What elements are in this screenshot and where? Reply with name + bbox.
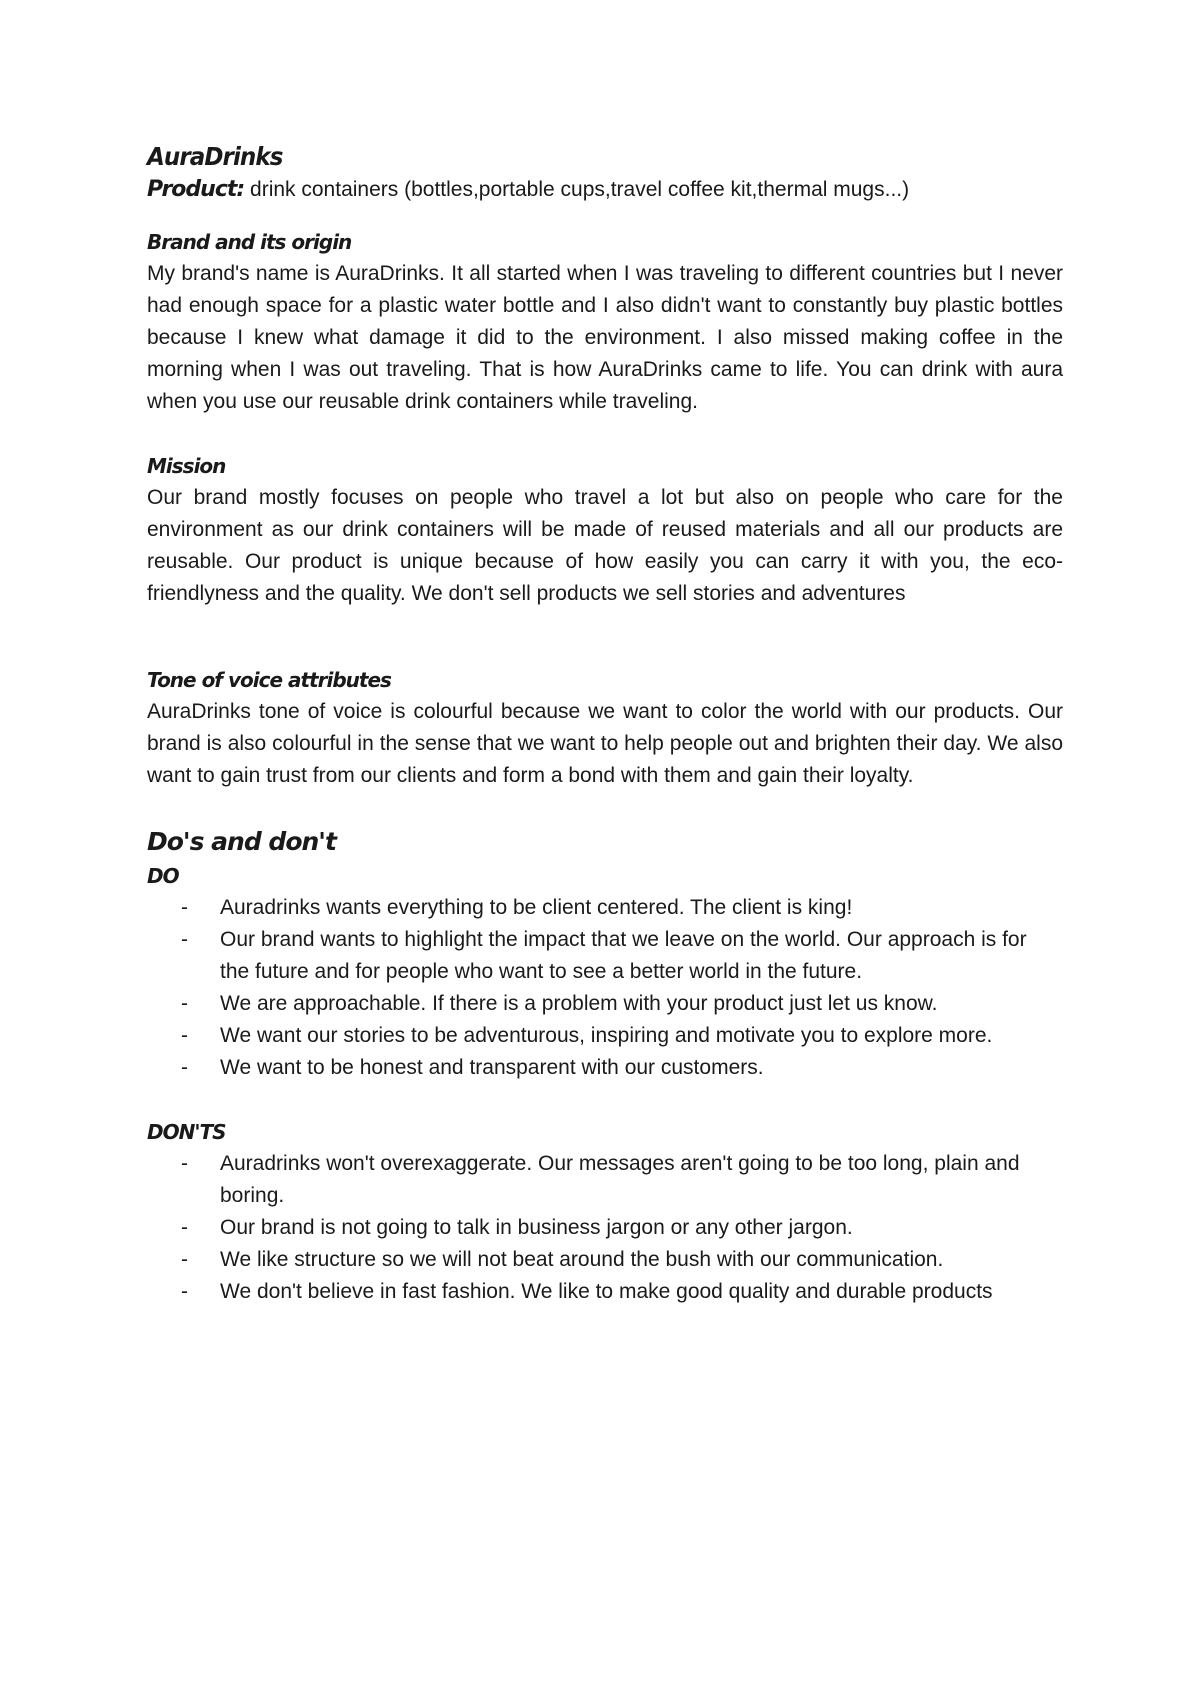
do-list-item: - Our brand wants to highlight the impact that we leave on the world. Our approach is for the future and for people who want to see a better world in the future. [220, 924, 1063, 988]
do-list-item: - Auradrinks wants everything to be client centered. The client is king! [220, 892, 1063, 924]
dont-list [147, 1148, 1063, 1308]
product-label: Product: [147, 177, 245, 202]
dont-heading: DON'TS [147, 1120, 226, 1144]
document-page [147, 140, 1063, 1308]
dash-bullet: - [181, 1152, 188, 1175]
do-list-item: - We are approachable. If there is a problem with your product just let us know. [220, 988, 1063, 1020]
dont-list-item: - We don't believe in fast fashion. We like to make good quality and durable products [220, 1276, 1063, 1308]
product-line [147, 174, 1063, 206]
do-heading: DO [147, 864, 179, 888]
dash-bullet: - [181, 896, 188, 919]
mission-heading: Mission [147, 454, 226, 478]
dash-bullet: - [181, 1216, 188, 1239]
do-list-item: - We want to be honest and transparent with our customers. [220, 1052, 1063, 1084]
dash-bullet: - [181, 1280, 188, 1303]
dos-donts-heading: Do's and don't [147, 827, 336, 856]
product-text: drink containers (bottles,portable cups,travel coffee kit,thermal mugs...) [244, 178, 910, 201]
tone-heading: Tone of voice attributes [147, 668, 391, 692]
document-title: AuraDrinks [147, 142, 283, 171]
origin-heading: Brand and its origin [147, 230, 352, 254]
dash-bullet: - [181, 992, 188, 1015]
tone-body: AuraDrinks tone of voice is colourful because we want to color the world with our products. Our brand is also colourful in the sense that we want to help people out and brighten their day. We also want to gain trust from our clients and form a bond with them and gain their loyalty. [147, 700, 1063, 787]
dont-list-item: - Auradrinks won't overexaggerate. Our messages aren't going to be too long, plain and boring. [220, 1148, 1063, 1212]
dont-list-item: - Our brand is not going to talk in business jargon or any other jargon. [220, 1212, 1063, 1244]
dont-list-item: - We like structure so we will not beat around the bush with our communication. [220, 1244, 1063, 1276]
mission-body: Our brand mostly focuses on people who travel a lot but also on people who care for the environment as our drink containers will be made of reused materials and all our products are reusable. Our product is unique because of how easily you can carry it with you, the eco-friendlyness and the quality. We don't sell products we sell stories and adventures [147, 486, 1063, 605]
dash-bullet: - [181, 1056, 188, 1079]
dash-bullet: - [181, 1024, 188, 1047]
dash-bullet: - [181, 1248, 188, 1271]
dash-bullet: - [181, 928, 188, 951]
do-list-item: - We want our stories to be adventurous, inspiring and motivate you to explore more. [220, 1020, 1063, 1052]
origin-body: My brand's name is AuraDrinks. It all started when I was traveling to different countries but I never had enough space for a plastic water bottle and I also didn't want to constantly buy plastic bottles because I knew what damage it did to the environment. I also missed making coffee in the morning when I was out traveling. That is how AuraDrinks came to life. You can drink with aura when you use our reusable drink containers while traveling. [147, 262, 1063, 413]
do-list [147, 892, 1063, 1084]
